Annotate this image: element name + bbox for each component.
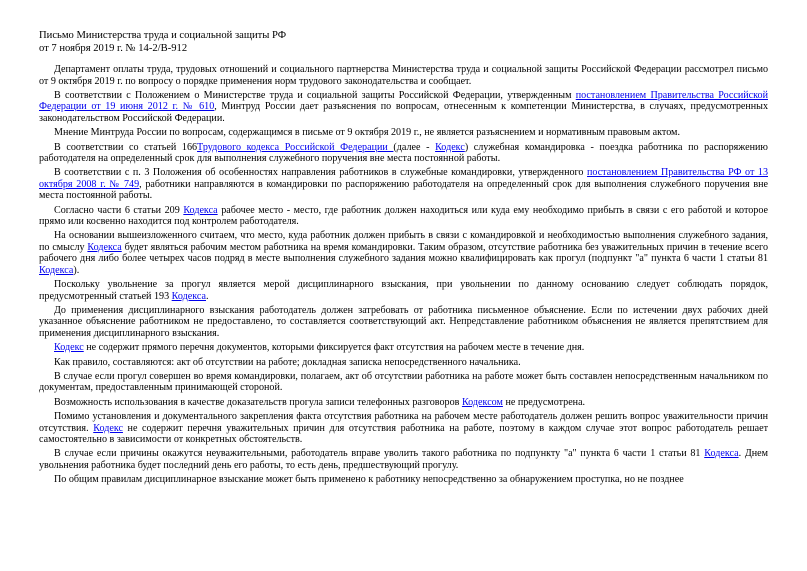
document-link[interactable]: Кодекс [93, 422, 123, 434]
document-link[interactable]: Кодекса [704, 448, 739, 460]
paragraph [39, 371, 768, 394]
paragraph-text: Согласно части 6 статьи 209 [54, 204, 184, 216]
paragraph-text: До применения дисциплинарного взыскания работодатель должен затребовать от работника письменное объяснение. Если по истечении двух рабочих дней указанное объяснение работником не предоставлено, то составляется соответствующий акт. Непредставление работником объяснения не является препятствием для применения дисциплинарного взыскания. [39, 304, 768, 339]
paragraph [39, 357, 768, 368]
paragraph [39, 127, 768, 138]
paragraph [39, 230, 768, 276]
paragraph-text: будет являться рабочим местом работника на время командировки. Таким образом, отсутствие работника без уважительных причин в течение всего рабочего дня либо более четырех часов подряд в месте выполнения служебного задания можно квалифицировать как прогул (подпункт "а" пункта 6 части 1 статьи 81 [39, 241, 768, 265]
paragraph-text: не содержит перечня уважительных причин для отсутствия работника на работе, поэтому в каждом случае этот вопрос работодатель решает самостоятельно в зависимости от конкретных обстоятельств. [39, 422, 769, 445]
paragraph-text: В случае если прогул совершен во время командировки, полагаем, акт об отсутствии работника на работе может быть составлен непосредственным начальником по документам, предоставленным принимающей стороной. [39, 370, 768, 394]
paragraph [39, 279, 768, 302]
document-title: Письмо Министерства труда и социальной защиты РФ [39, 30, 287, 41]
paragraph-text: . Днем увольнения работника будет последний день его работы, то есть день, предшествующий прогулу. [39, 448, 769, 471]
paragraph-text: В соответствии с Положением о Министерстве труда и социальной защиты Российской Федерации, утвержденным [54, 90, 576, 101]
paragraph [39, 474, 768, 485]
paragraph-text: , Минтруд России дает разъяснения по вопросам, отнесенным к компетенции Министерства, в случаях, предусмотренных законодательством Российской Федерации. [39, 101, 768, 124]
paragraph [39, 342, 768, 353]
paragraph-text: ). [73, 264, 80, 276]
document-header [39, 30, 768, 55]
paragraph-text: Поскольку увольнение за прогул является мерой дисциплинарного взыскания, при увольнении по данному основанию следует соблюдать порядок, предусмотренный статьей 193 [39, 279, 768, 302]
paragraph-text: Департамент оплаты труда, трудовых отношений и социального партнерства Министерства труда и социальной защиты Российской Федерации рассмотрел письмо от 9 октября 2019 г. по вопросу о порядке применения норм трудового законодательства и сообщает. [39, 64, 768, 87]
document-link[interactable]: Кодексом [461, 396, 503, 408]
document-link[interactable]: Трудового кодекса Российской Федерации [197, 141, 394, 153]
document-body [39, 64, 768, 485]
document-link[interactable]: Кодекса [171, 290, 206, 302]
paragraph-text: В соответствии с п. 3 Положения об особенностях направления работников в служебные командировки, утвержденного [54, 167, 587, 179]
document-link[interactable]: Кодекса [183, 204, 218, 216]
paragraph-text: не содержит прямого перечня документов, которыми фиксируется факт отсутствия на рабочем месте в течение дня. [83, 342, 585, 354]
paragraph-text: (далее - [393, 141, 436, 153]
paragraph [39, 205, 768, 228]
paragraph-text: Возможность использования в качестве доказательств прогула записи телефонных разговоров [54, 396, 462, 408]
paragraph [39, 305, 768, 339]
paragraph-text: В случае если причины окажутся неуважительными, работодатель вправе уволить такого работника по подпункту "а" пункта 6 части 1 статьи 81 [54, 448, 705, 460]
document-link[interactable]: Кодекса [39, 264, 74, 276]
document-link[interactable]: постановлением Правительства РФ от 13 октября 2008 г. № 749 [39, 167, 768, 190]
paragraph-text: Как правило, составляются: акт об отсутствии на работе; докладная записка непосредственного начальника. [54, 356, 521, 368]
paragraph-text: Мнение Минтруда России по вопросам, содержащимся в письме от 9 октября 2019 г., не является разъяснением и нормативным правовым актом. [54, 127, 680, 139]
paragraph [39, 90, 768, 124]
paragraph [39, 397, 768, 408]
document-date-line: от 7 ноября 2019 г. № 14-2/В-912 [39, 42, 188, 54]
paragraph-text: не предусмотрена. [502, 396, 586, 408]
paragraph-text: В соответствии со статьей 166 [54, 141, 198, 153]
paragraph [39, 411, 768, 445]
paragraph-text: Помимо установления и документального закрепления факта отсутствия работника на рабочем месте работодатель должен решить вопрос уважительности причин отсутствия. [39, 411, 768, 434]
paragraph-text: ) служебная командировка - поездка работника по распоряжению работодателя на определенный срок для выполнения служебного поручения вне места постоянной работы. [39, 141, 768, 165]
paragraph [39, 448, 768, 471]
paragraph-text: . [206, 290, 209, 302]
paragraph-text: , работники направляются в командировки по распоряжению работодателя на определенный срок для выполнения служебного поручения вне места постоянной работы. [39, 178, 768, 202]
paragraph-text: По общим правилам дисциплинарное взыскание может быть применено к работнику непосредственно за обнаружением проступка, но не позднее [54, 474, 684, 486]
paragraph [39, 167, 768, 201]
document-link[interactable]: Кодекс [435, 141, 465, 153]
paragraph [39, 142, 768, 165]
document-link[interactable]: Кодекса [87, 241, 122, 253]
paragraph-text: На основании вышеизложенного считаем, что место, куда работник должен прибыть в связи с командировкой и необходимостью выполнения служебного задания, по смыслу [39, 230, 768, 253]
paragraph [39, 64, 768, 87]
document-link[interactable]: Кодекс [54, 342, 84, 354]
document-link[interactable]: постановлением Правительства Российской Федерации от 19 июня 2012 г. № 610 [39, 90, 768, 113]
paragraph-text: рабочее место - место, где работник должен находиться или куда ему необходимо прибыть в связи с его работой и которое прямо или косвенно находится под контролем работодателя. [39, 204, 768, 228]
